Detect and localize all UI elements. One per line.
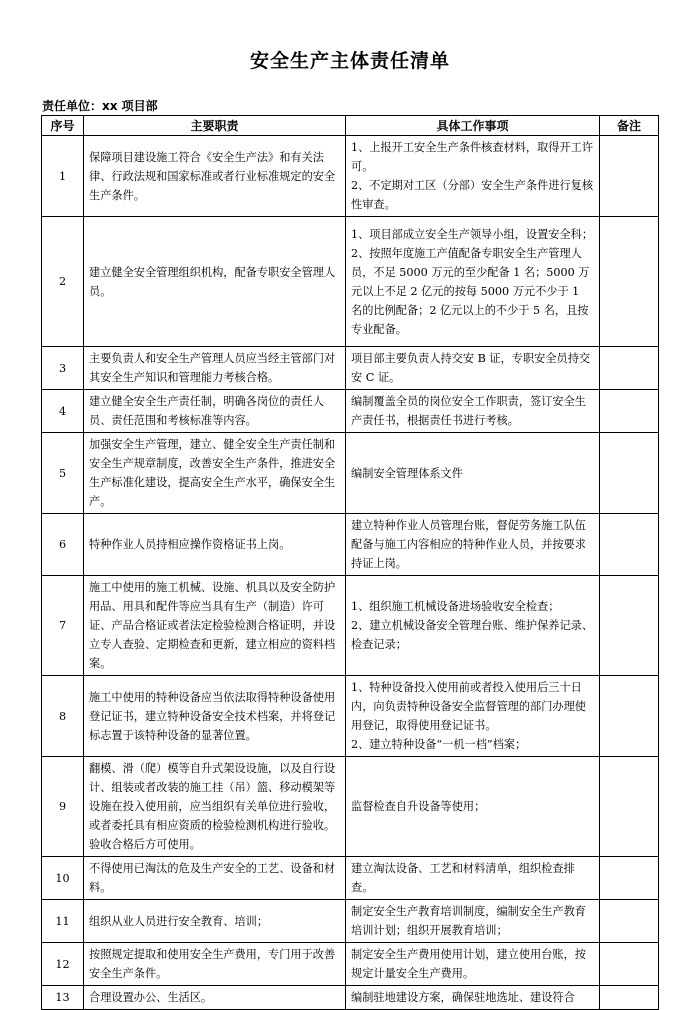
row-tasks: 1、特种设备投入使用前或者投入使用后三十日内，向负责特种设备安全监督管理的部门办理使用登记，取得使用登记证书。 2、建立特种设备“一机一档”档案； — [346, 676, 600, 757]
row-tasks: 制定安全生产教育培训制度，编制安全生产教育培训计划；组织开展教育培训； — [346, 900, 600, 943]
row-notes — [600, 676, 659, 757]
table-row — [42, 900, 659, 943]
row-duty: 组织从业人员进行安全教育、培训； — [84, 900, 346, 943]
row-duty: 加强安全生产管理，建立、健全安全生产责任制和安全生产规章制度，改善安全生产条件，推进安全生产标准化建设，提高安全生产水平，确保安全生产。 — [84, 433, 346, 514]
row-no: 8 — [42, 676, 84, 757]
row-tasks: 编制覆盖全员的岗位安全工作职责，签订安全生产责任书，根据责任书进行考核。 — [346, 390, 600, 433]
table-row — [42, 136, 659, 217]
row-tasks: 建立特种作业人员管理台账，督促劳务施工队伍配备与施工内容相应的特种作业人员，并按要求持证上岗。 — [346, 514, 600, 576]
row-duty: 施工中使用的施工机械、设施、机具以及安全防护用品、用具和配件等应当具有生产（制造）许可证、产品合格证或者法定检验检测合格证明，并设立专人查验、定期检查和更新，建立相应的资料档案。 — [84, 576, 346, 676]
row-notes — [600, 390, 659, 433]
row-notes — [600, 857, 659, 900]
page-title: 安全生产主体责任清单 — [249, 50, 450, 72]
header-notes: 备注 — [600, 116, 659, 136]
table-row — [42, 757, 659, 857]
row-no: 3 — [42, 347, 84, 390]
row-tasks: 项目部主要负责人持交安 B 证，专职安全员持交安 C 证。 — [346, 347, 600, 390]
table-row — [42, 433, 659, 514]
row-no: 11 — [42, 900, 84, 943]
table-header-row — [42, 116, 659, 136]
table-row — [42, 943, 659, 986]
row-no: 1 — [42, 136, 84, 217]
row-tasks: 1、上报开工安全生产条件核查材料，取得开工许可。 2、不定期对工区（分部）安全生产条件进行复核性审查。 — [346, 136, 600, 217]
row-duty: 建立健全安全管理组织机构，配备专职安全管理人员。 — [84, 217, 346, 347]
row-notes — [600, 514, 659, 576]
row-notes — [600, 136, 659, 217]
row-notes — [600, 347, 659, 390]
row-duty: 不得使用已淘汰的危及生产安全的工艺、设备和材料。 — [84, 857, 346, 900]
table-row — [42, 514, 659, 576]
row-tasks: 监督检查自升设备等使用； — [346, 757, 600, 857]
row-no: 7 — [42, 576, 84, 676]
table-row — [42, 676, 659, 757]
row-tasks: 编制驻地建设方案，确保驻地选址、建设符合 — [346, 986, 600, 1010]
row-duty: 特种作业人员持相应操作资格证书上岗。 — [84, 514, 346, 576]
row-duty: 翻模、滑（爬）模等自升式架设设施，以及自行设计、组装或者改装的施工挂（吊）篮、移动模架等设施在投入使用前，应当组织有关单位进行验收，或者委托具有相应资质的检验检测机构进行验收。验收合格后方可使用。 — [84, 757, 346, 857]
row-no: 2 — [42, 217, 84, 347]
responsibility-table — [41, 115, 659, 1010]
row-notes — [600, 986, 659, 1010]
table-row — [42, 217, 659, 347]
row-notes — [600, 757, 659, 857]
row-duty: 合理设置办公、生活区。 — [84, 986, 346, 1010]
header-duty: 主要职责 — [84, 116, 346, 136]
responsible-unit: 责任单位：xx 项目部 — [42, 99, 158, 113]
row-notes — [600, 943, 659, 986]
header-tasks: 具体工作事项 — [346, 116, 600, 136]
table-row — [42, 576, 659, 676]
row-notes — [600, 576, 659, 676]
row-tasks: 编制安全管理体系文件 — [346, 433, 600, 514]
row-no: 6 — [42, 514, 84, 576]
row-duty: 施工中使用的特种设备应当依法取得特种设备使用登记证书，建立特种设备安全技术档案，并将登记标志置于该特种设备的显著位置。 — [84, 676, 346, 757]
row-notes — [600, 900, 659, 943]
row-duty: 按照规定提取和使用安全生产费用，专门用于改善安全生产条件。 — [84, 943, 346, 986]
row-notes — [600, 217, 659, 347]
row-tasks: 建立淘汰设备、工艺和材料清单，组织检查排查。 — [346, 857, 600, 900]
header-no: 序号 — [42, 116, 84, 136]
row-no: 12 — [42, 943, 84, 986]
row-notes — [600, 433, 659, 514]
row-tasks: 1、项目部成立安全生产领导小组，设置安全科； 2、按照年度施工产值配备专职安全生产管理人员，不足 5000 万元的至少配备 1 名；5000 万元以上不足 2 亿元的按每 5000 万元不少于 1 名的比例配备；2 亿元以上的不少于 5 名，且按专业配备。 — [346, 217, 600, 347]
row-no: 9 — [42, 757, 84, 857]
row-duty: 建立健全安全生产责任制，明确各岗位的责任人员、责任范围和考核标准等内容。 — [84, 390, 346, 433]
row-tasks: 1、组织施工机械设备进场验收安全检查； 2、建立机械设备安全管理台账、维护保养记录、检查记录； — [346, 576, 600, 676]
row-no: 5 — [42, 433, 84, 514]
row-duty: 保障项目建设施工符合《安全生产法》和有关法律、行政法规和国家标准或者行业标准规定的安全生产条件。 — [84, 136, 346, 217]
table-row — [42, 857, 659, 900]
table-row — [42, 986, 659, 1010]
table-row — [42, 390, 659, 433]
row-no: 10 — [42, 857, 84, 900]
row-duty: 主要负责人和安全生产管理人员应当经主管部门对其安全生产知识和管理能力考核合格。 — [84, 347, 346, 390]
row-no: 4 — [42, 390, 84, 433]
row-no: 13 — [42, 986, 84, 1010]
table-row — [42, 347, 659, 390]
row-tasks: 制定安全生产费用使用计划，建立使用台账，按规定计量安全生产费用。 — [346, 943, 600, 986]
